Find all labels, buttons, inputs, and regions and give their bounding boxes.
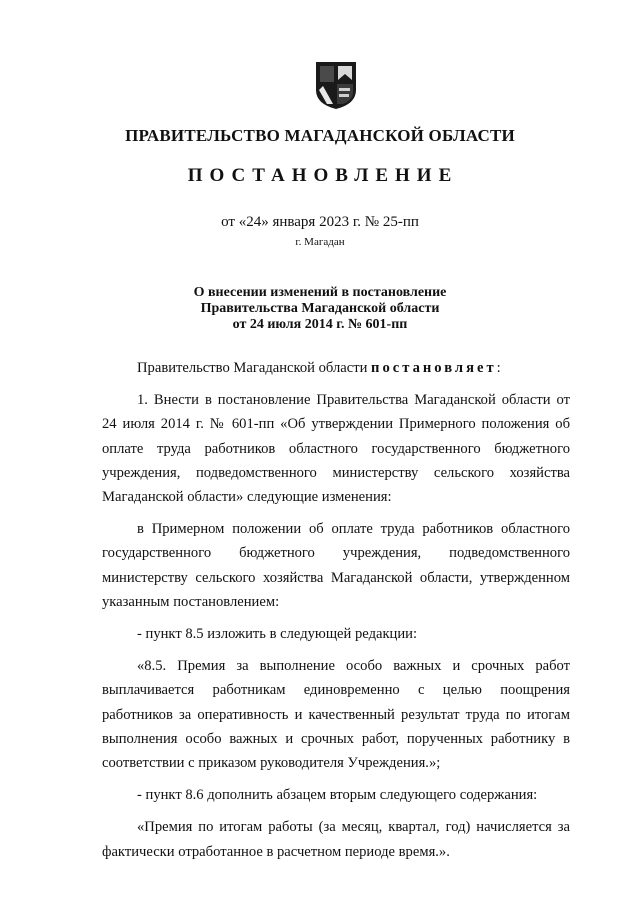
subject-line: Правительства Магаданской области [200, 301, 440, 316]
preamble-paragraph [102, 356, 570, 380]
organization-title: ПРАВИТЕЛЬСТВО МАГАДАНСКОЙ ОБЛАСТИ [125, 126, 515, 145]
paragraph-5: - пункт 8.6 дополнить абзацем вторым следующего содержания: [137, 787, 538, 804]
paragraph-2: в Примерном положении об оплате труда работников областного государственного бюджетного учреждения, подведомственного министерству сельского хозяйства Магаданской области, утвержденном указанным постановлением: [102, 521, 570, 610]
preamble-colon: : [496, 360, 501, 376]
document-date-number: от «24» января 2023 г. № 25-пп [221, 214, 419, 230]
subject-line: от 24 июля 2014 г. № 601-пп [232, 317, 408, 332]
coat-of-arms-icon [313, 60, 359, 110]
subject-line: О внесении изменений в постановление [193, 285, 447, 300]
document-city: г. Магадан [295, 236, 345, 248]
preamble-text: Правительство Магаданской области [137, 360, 372, 376]
paragraph-3: - пункт 8.5 изложить в следующей редакции: [137, 626, 418, 643]
preamble-verb: постановляет [371, 360, 497, 376]
paragraph-6: «Премия по итогам работы (за месяц, квартал, год) начисляется за фактически отработанное в расчетном периоде время.». [102, 819, 570, 860]
document-type-title: ПОСТАНОВЛЕНИЕ [187, 165, 459, 186]
paragraph-1: 1. Внести в постановление Правительства Магаданской области от 24 июля 2014 г. № 601-пп «Об утверждении Примерного положения об оплате труда работников областного государственного бюджетного учреждения, подведомственного министерству сельского хозяйства Магаданской области» следующие изменения: [102, 392, 570, 506]
paragraph-4: «8.5. Премия за выполнение особо важных и срочных работ выплачивается работникам единовременно с целью поощрения работников за оперативность и качественный результат труда по итогам выполнения особо важных и срочных работ, порученных работнику в соответствии с приказом руководителя Учреждения.»; [102, 658, 570, 772]
document-subject [0, 285, 640, 333]
document-body [102, 356, 570, 864]
